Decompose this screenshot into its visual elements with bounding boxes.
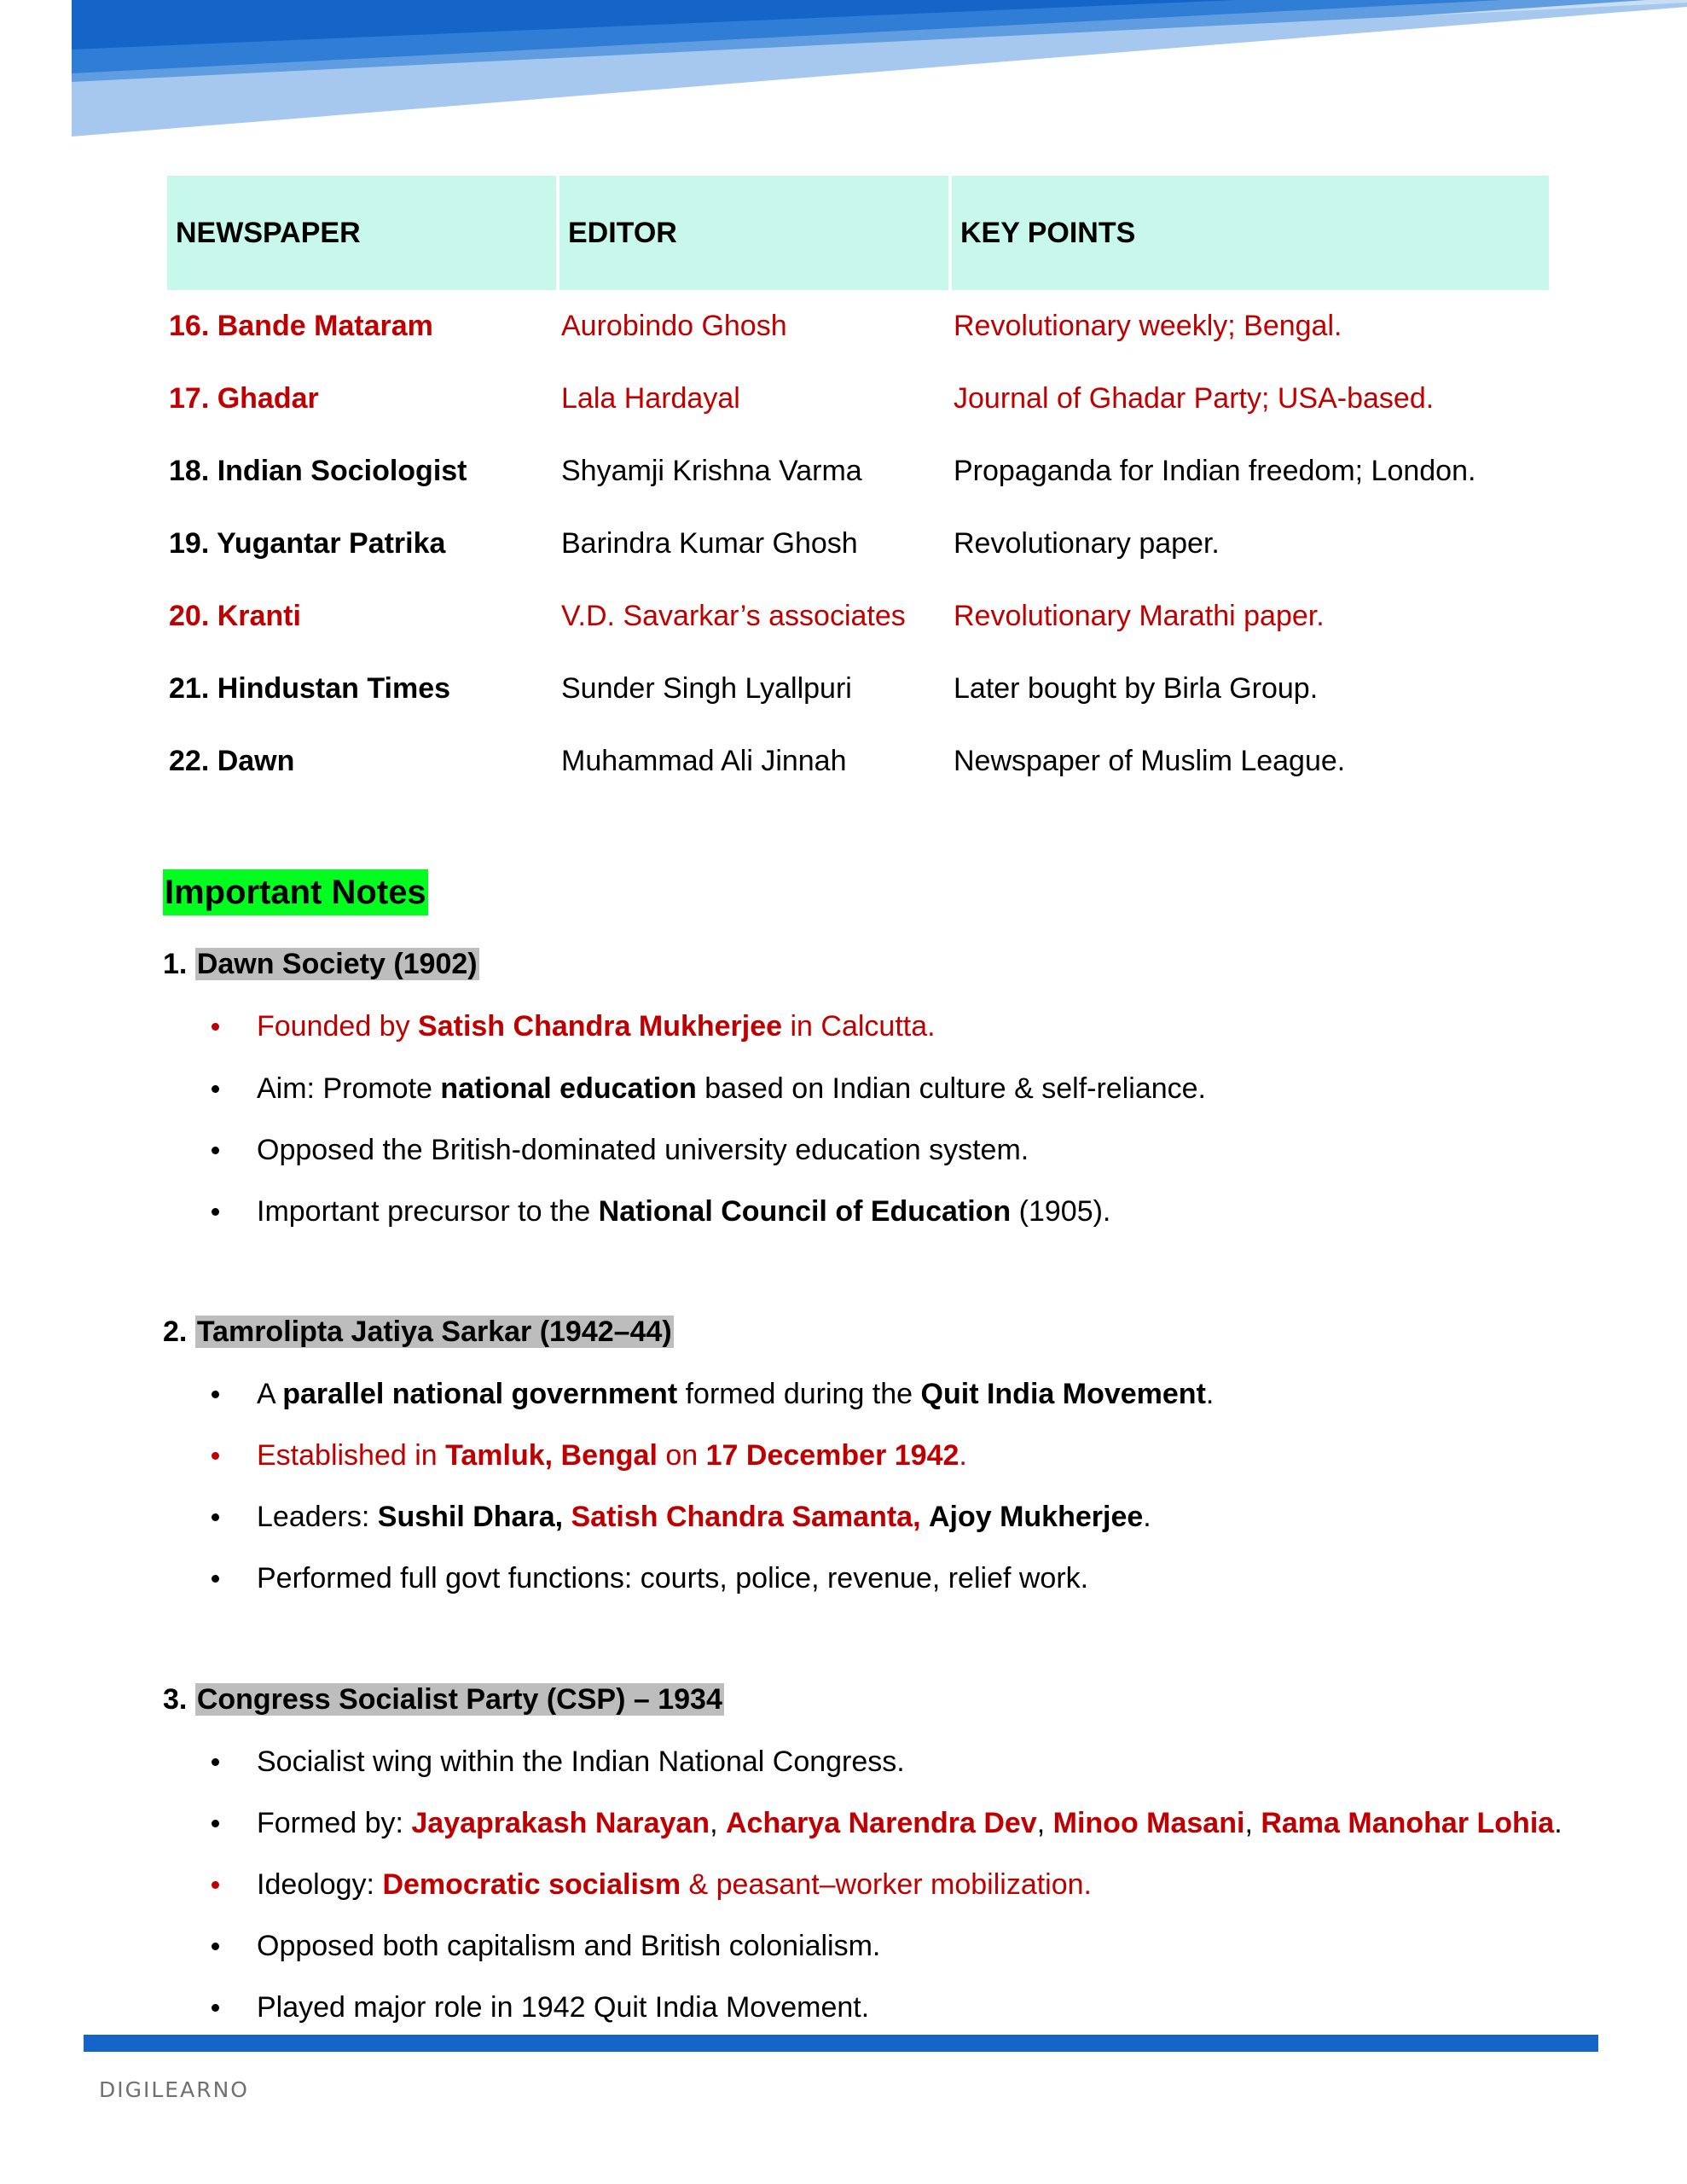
section-title-text: Congress Socialist Party (CSP) – 1934 [196, 1683, 722, 1716]
cell-editor: Sunder Singh Lyallpuri [561, 672, 852, 705]
bullet-icon [212, 1881, 219, 1889]
bullet-icon [212, 2004, 219, 2012]
cell-newspaper: 19. Yugantar Patrika [169, 527, 446, 560]
cell-editor: Aurobindo Ghosh [561, 310, 787, 342]
header-banner [0, 0, 1687, 145]
bullet-icon [212, 1085, 219, 1093]
cell-newspaper: 17. Ghadar [169, 382, 319, 415]
section-number: 3. [163, 1683, 188, 1716]
bullet-icon [212, 1513, 219, 1521]
cell-key-points: Revolutionary paper. [954, 527, 1220, 560]
important-notes-heading: Important Notes [163, 869, 428, 915]
bullet-icon [212, 1758, 219, 1766]
cell-newspaper: 18. Indian Sociologist [169, 455, 467, 487]
cell-key-points: Later bought by Birla Group. [954, 672, 1319, 705]
table-row [167, 363, 1549, 435]
cell-key-points: Newspaper of Muslim League. [954, 745, 1346, 777]
section-number: 1. [163, 948, 188, 980]
bullet-icon [212, 1943, 219, 1950]
bullet-text: Aim: Promote national education based on Indian culture & self-reliance. [257, 1072, 1206, 1105]
bullet-text: Established in Tamluk, Bengal on 17 December 1942. [257, 1439, 967, 1472]
cell-editor: V.D. Savarkar’s associates [561, 600, 906, 632]
table-row [167, 290, 1549, 363]
bullet-text: Opposed both capitalism and British colonialism. [257, 1930, 881, 1962]
cell-key-points: Revolutionary Marathi paper. [954, 600, 1325, 632]
bullet-text: A parallel national government formed during the Quit India Movement. [257, 1378, 1215, 1410]
bullet-icon [212, 1575, 219, 1583]
table-row [167, 653, 1549, 725]
cell-newspaper: 21. Hindustan Times [169, 672, 451, 705]
header-newspaper: NEWSPAPER [167, 176, 559, 290]
bullet-icon [212, 1147, 219, 1154]
section-title-text: Dawn Society (1902) [196, 948, 478, 980]
table-row [167, 725, 1549, 798]
bullet-text: Opposed the British-dominated university education system. [257, 1134, 1029, 1166]
bullet-icon [212, 1023, 219, 1031]
cell-key-points: Journal of Ghadar Party; USA-based. [954, 382, 1435, 415]
bullet-text: Leaders: Sushil Dhara, Satish Chandra Samanta, Ajoy Mukherjee. [257, 1501, 1151, 1533]
bullet-text: Founded by Satish Chandra Mukherjee in Calcutta. [257, 1010, 936, 1043]
cell-newspaper: 20. Kranti [169, 600, 301, 632]
section-3-title [163, 1681, 724, 1718]
cell-newspaper: 22. Dawn [169, 745, 295, 777]
bullet-text: Formed by: Jayaprakash Narayan, Acharya Narendra Dev, Minoo Masani, Rama Manohar Lohia. [257, 1807, 1562, 1839]
bullet-text: Performed full govt functions: courts, police, revenue, relief work. [257, 1562, 1089, 1594]
footer-divider [84, 2035, 1598, 2052]
bullet-icon [212, 1208, 219, 1216]
table-row [167, 580, 1549, 653]
cell-editor: Shyamji Krishna Varma [561, 455, 862, 487]
section-title-text: Tamrolipta Jatiya Sarkar (1942–44) [196, 1316, 672, 1348]
header-key-points: KEY POINTS [952, 176, 1549, 290]
cell-editor: Muhammad Ali Jinnah [561, 745, 847, 777]
newspaper-table [167, 176, 1549, 798]
cell-newspaper: 16. Bande Mataram [169, 310, 433, 342]
cell-editor: Barindra Kumar Ghosh [561, 527, 858, 560]
bullet-text: Socialist wing within the Indian National Congress. [257, 1745, 905, 1778]
cell-editor: Lala Hardayal [561, 382, 740, 415]
bullet-text: Ideology: Democratic socialism & peasant–worker mobilization. [257, 1868, 1092, 1901]
footer-brand: DIGILEARNO [99, 2077, 249, 2102]
bullet-icon [212, 1820, 219, 1827]
cell-key-points: Propaganda for Indian freedom; London. [954, 455, 1476, 487]
bullet-icon [212, 1452, 219, 1460]
table-header-row [167, 176, 1549, 290]
bullet-icon [212, 1391, 219, 1398]
header-editor: EDITOR [559, 176, 952, 290]
cell-key-points: Revolutionary weekly; Bengal. [954, 310, 1342, 342]
section-1-title [163, 945, 479, 983]
table-row [167, 508, 1549, 580]
bullet-text: Played major role in 1942 Quit India Movement. [257, 1991, 870, 2024]
section-2-title [163, 1313, 674, 1350]
section-number: 2. [163, 1316, 188, 1348]
bullet-text: Important precursor to the National Council of Education (1905). [257, 1195, 1111, 1228]
table-row [167, 435, 1549, 508]
